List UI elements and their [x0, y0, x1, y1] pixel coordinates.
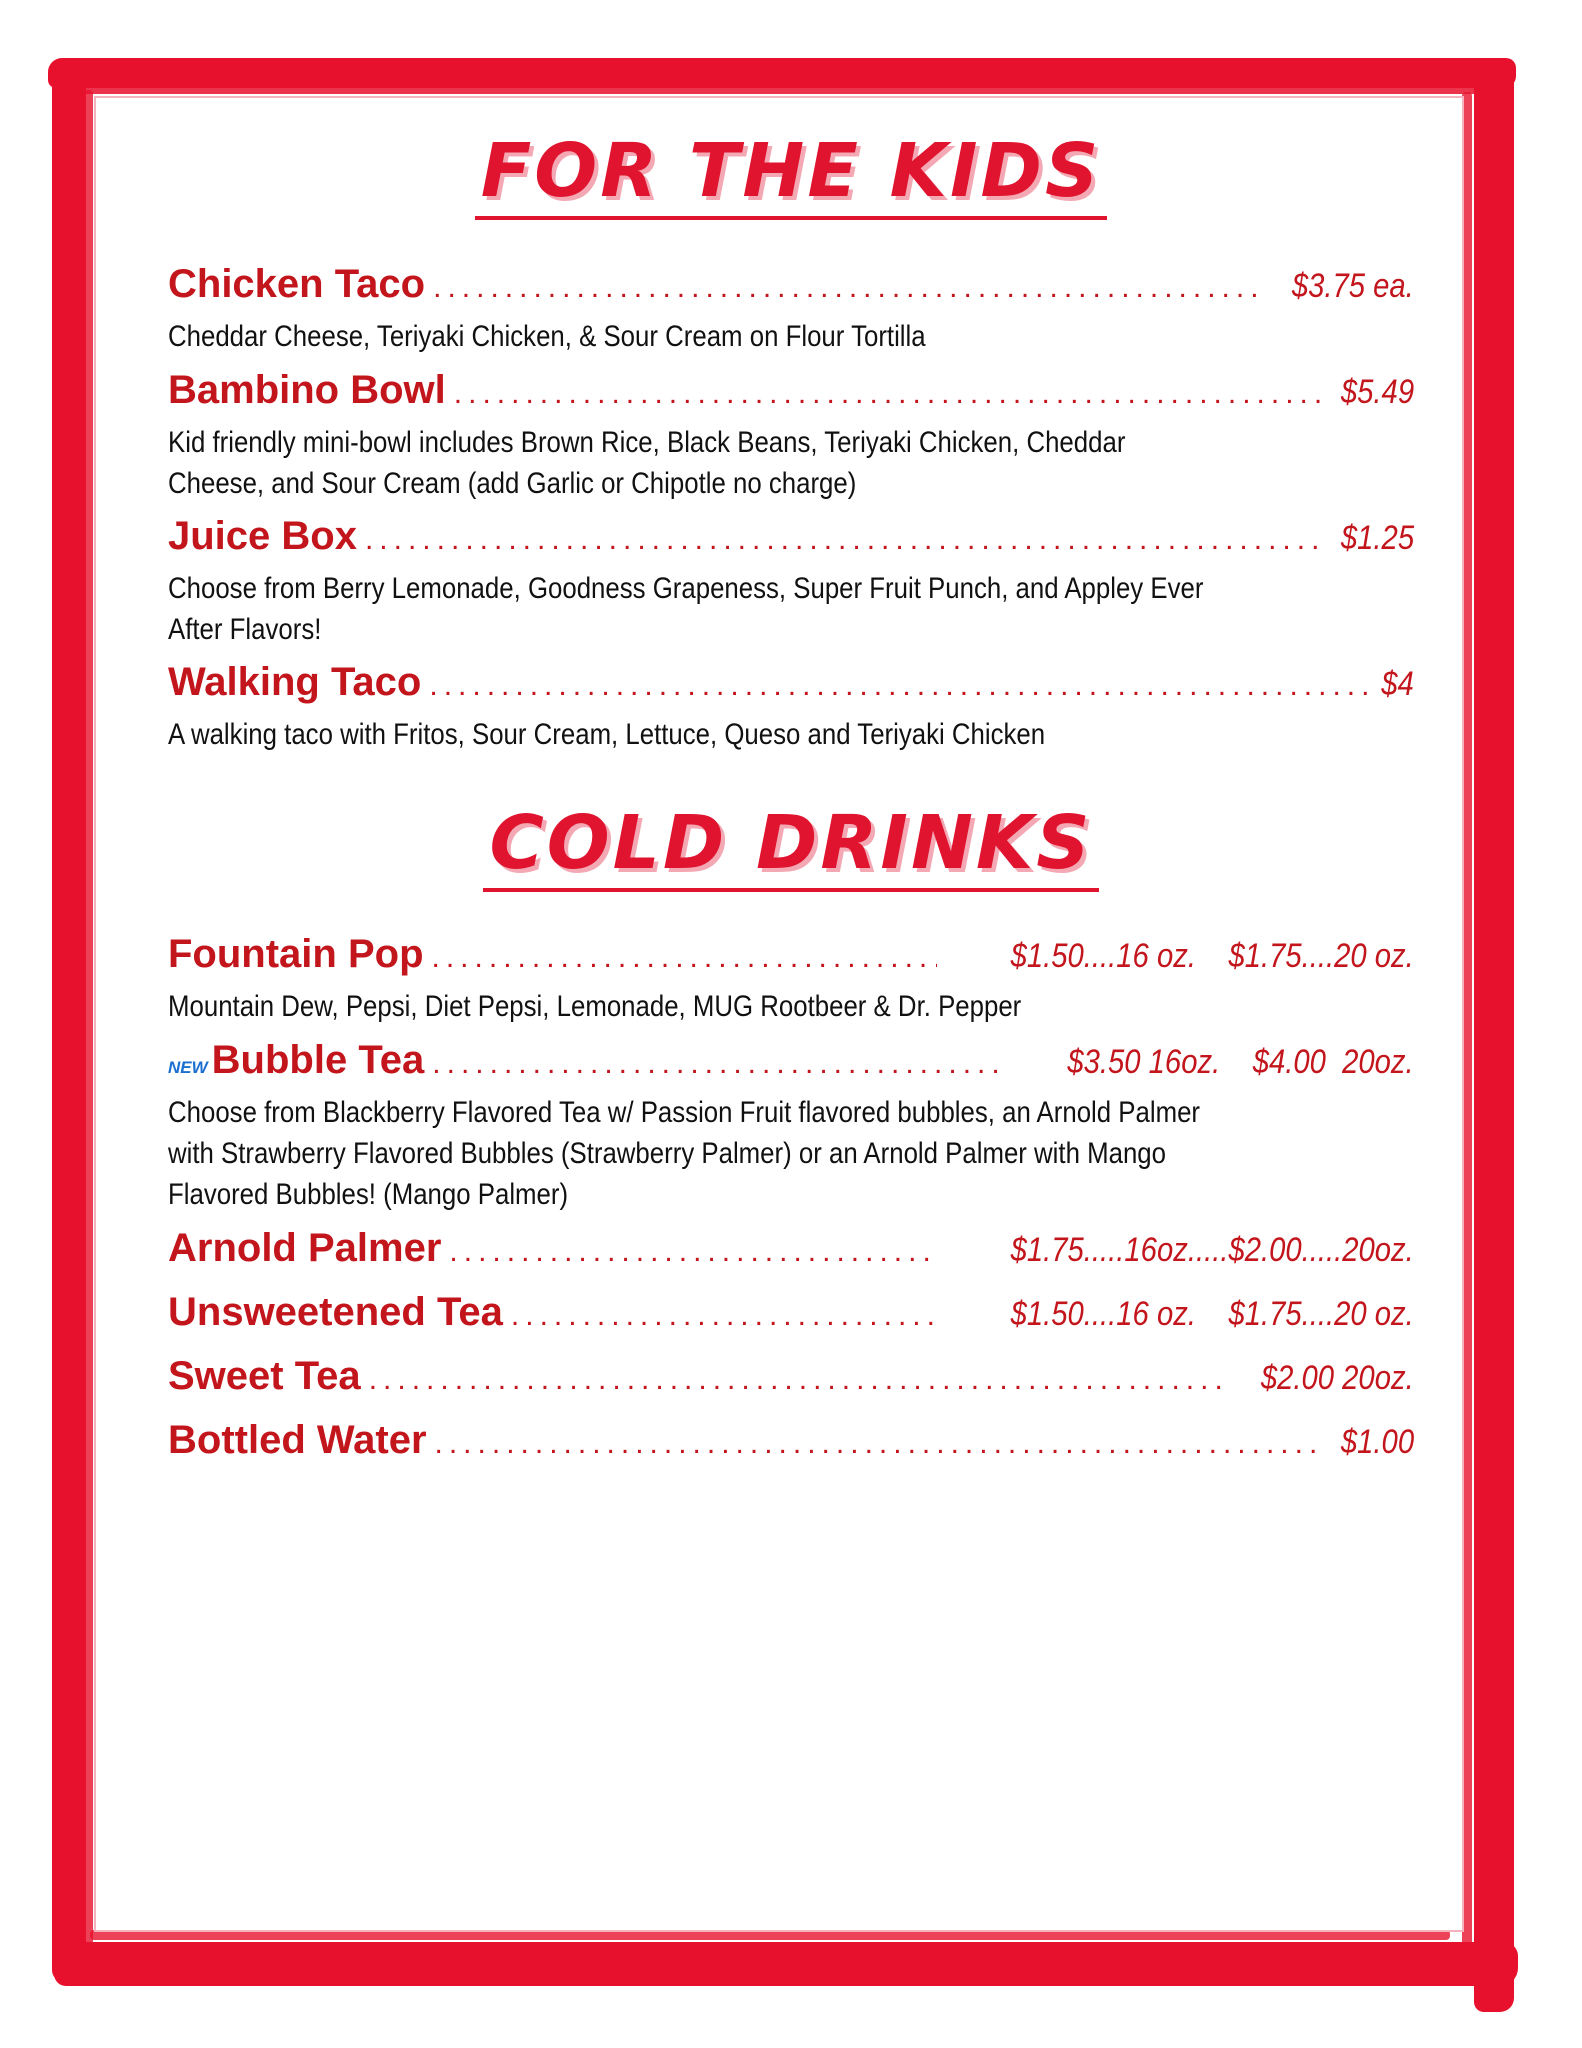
- description-line: After Flavors!: [168, 613, 322, 646]
- item-description: [168, 422, 1415, 504]
- menu-item-bottled-water: [168, 1418, 1414, 1472]
- kids-section-title: [0, 128, 1582, 220]
- dot-leader: [511, 1301, 937, 1331]
- description-line: Choose from Berry Lemonade, Goodness Grapeness, Super Fruit Punch, and Appley Ever: [168, 572, 1204, 605]
- item-name: Chicken Taco: [168, 262, 426, 306]
- item-description: Cheddar Cheese, Teriyaki Chicken, & Sour Cream on Flour Tortilla: [168, 320, 926, 353]
- item-name: Bambino Bowl: [168, 368, 446, 412]
- menu-item-juice-box: [168, 514, 1414, 650]
- dot-leader: [369, 1365, 1229, 1395]
- item-description: A walking taco with Fritos, Sour Cream, Lettuce, Queso and Teriyaki Chicken: [168, 718, 1046, 751]
- item-price: $3.50 16oz. $4.00 20oz.: [1067, 1043, 1414, 1081]
- item-description: [168, 568, 1415, 650]
- item-price: $1.50....16 oz. $1.75....20 oz.: [1010, 1295, 1414, 1333]
- description-line: Cheese, and Sour Cream (add Garlic or Chipotle no charge): [168, 467, 857, 500]
- frame-left-stroke-thin: [84, 90, 93, 1970]
- dot-leader: [435, 1429, 1321, 1459]
- item-name: Sweet Tea: [168, 1354, 361, 1398]
- dot-leader: [454, 379, 1321, 409]
- dot-leader: [449, 1237, 937, 1267]
- item-price: $2.00 20oz.: [1261, 1359, 1414, 1397]
- menu-item-unsweetened-tea: [168, 1290, 1414, 1344]
- item-price: $1.75.....16oz.....$2.00.....20oz.: [1010, 1231, 1414, 1269]
- frame-bottom-stroke-thin: [90, 1930, 1450, 1940]
- menu-item-fountain-pop: [168, 932, 1414, 1027]
- dot-leader: [433, 273, 1264, 303]
- description-line: Choose from Blackberry Flavored Tea w/ Passion Fruit flavored bubbles, an Arnold Palmer: [168, 1096, 1201, 1129]
- item-name: Fountain Pop: [168, 932, 424, 976]
- menu-item-walking-taco: [168, 660, 1414, 755]
- item-price: $3.75 ea.: [1292, 267, 1414, 305]
- item-price: $1.25: [1340, 519, 1414, 557]
- frame-right-stroke-thin: [1462, 92, 1472, 1952]
- dot-leader: [429, 671, 1368, 701]
- item-name: Juice Box: [168, 514, 357, 558]
- item-description: [168, 1092, 1415, 1215]
- description-line: with Strawberry Flavored Bubbles (Strawberry Palmer) or an Arnold Palmer with Mango: [168, 1137, 1166, 1170]
- item-name: Walking Taco: [168, 660, 422, 704]
- frame-top-stroke-thin: [80, 86, 1500, 94]
- frame-left-stroke: [52, 62, 86, 1982]
- menu-item-sweet-tea: [168, 1354, 1414, 1408]
- item-price: $4: [1381, 665, 1414, 703]
- dot-leader: [365, 525, 1321, 555]
- dot-leader: [432, 1049, 1003, 1079]
- frame-right-stroke: [1474, 62, 1514, 2012]
- frame-top-stroke: [48, 58, 1516, 88]
- menu-item-bubble-tea: [168, 1038, 1414, 1215]
- item-name: Bottled Water: [168, 1418, 427, 1462]
- item-description: Mountain Dew, Pepsi, Diet Pepsi, Lemonade, MUG Rootbeer & Dr. Pepper: [168, 990, 1022, 1023]
- kids-title-text: FOR THE KIDS: [475, 128, 1108, 220]
- item-name: Arnold Palmer: [168, 1226, 442, 1270]
- description-line: Flavored Bubbles! (Mango Palmer): [168, 1178, 569, 1211]
- item-price: $5.49: [1340, 373, 1414, 411]
- item-price: $1.00: [1340, 1423, 1414, 1461]
- item-name: Bubble Tea: [211, 1038, 425, 1082]
- description-line: Kid friendly mini-bowl includes Brown Rice, Black Beans, Teriyaki Chicken, Cheddar: [168, 426, 1126, 459]
- dot-leader: [432, 943, 938, 973]
- frame-bottom-stroke: [54, 1942, 1518, 1986]
- drinks-title-text: COLD DRINKS: [483, 800, 1098, 892]
- item-name: Unsweetened Tea: [168, 1290, 503, 1334]
- menu-item-bambino-bowl: [168, 368, 1414, 504]
- item-price: $1.50....16 oz. $1.75....20 oz.: [1010, 937, 1414, 975]
- menu-item-arnold-palmer: [168, 1226, 1414, 1280]
- menu-item-chicken-taco: [168, 262, 1414, 357]
- new-badge: NEW: [168, 1058, 208, 1077]
- drinks-section-title: [0, 800, 1582, 892]
